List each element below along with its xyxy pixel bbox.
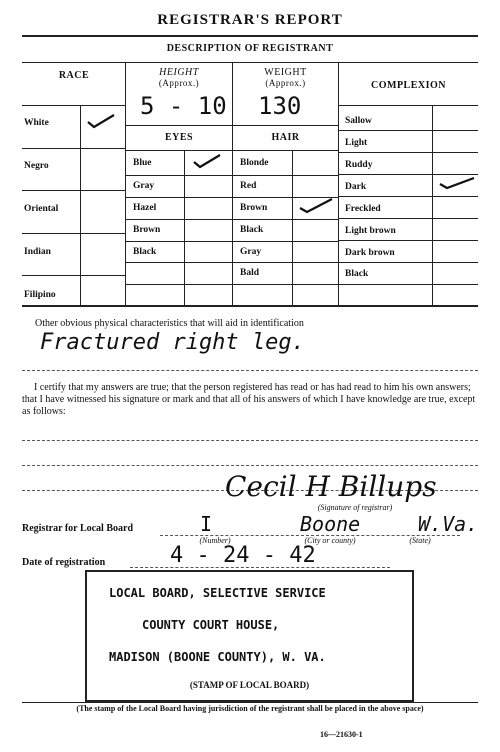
footer-note: (The stamp of the Local Board having jurisdiction of the registrant shall be placed in the above space)	[76, 704, 424, 713]
race-indian: Indian	[24, 247, 51, 257]
certify-statement: I certify that my answers are true; that the person registered has read or has had read to him his own answers; that I have witnessed his signature or mark and that all of his answers of which I have knowledge are true, except as follows:	[22, 382, 476, 417]
height-subheader: (Approx.)	[158, 78, 200, 88]
checkmark-icon	[298, 197, 334, 215]
physical-prompt: Other obvious physical characteristics that will aid in identification	[35, 318, 304, 329]
complexion-ruddy: Ruddy	[345, 160, 373, 170]
registrar-county: Boone	[300, 512, 361, 536]
checkmark-icon	[192, 152, 222, 170]
exception-rule-1	[22, 440, 478, 441]
complexion-black: Black	[345, 269, 369, 279]
physical-rule	[22, 370, 478, 371]
physical-answer: Fractured right leg.	[40, 330, 305, 355]
report-title: REGISTRAR'S REPORT	[157, 12, 343, 28]
footer-rule	[22, 702, 478, 703]
race-filipino: Filipino	[24, 290, 56, 300]
hair-brown: Brown	[240, 203, 268, 213]
weight-subheader: (Approx.)	[265, 78, 306, 88]
complexion-sallow: Sallow	[345, 116, 372, 126]
race-oriental: Oriental	[24, 204, 59, 214]
complexion-light-brown: Light brown	[345, 226, 396, 236]
complexion-header: COMPLEXION	[371, 80, 446, 91]
date-label: Date of registration	[22, 557, 106, 568]
eyes-brown: Brown	[133, 225, 161, 235]
date-rule	[130, 567, 390, 568]
state-caption: (State)	[409, 536, 431, 545]
stamp-line-3: MADISON (BOONE COUNTY), W. VA.	[109, 650, 326, 664]
race-header: RACE	[58, 70, 90, 81]
number-caption: (Number)	[199, 536, 231, 545]
hair-black: Black	[240, 225, 264, 235]
race-negro: Negro	[24, 161, 49, 171]
hair-blonde: Blonde	[240, 158, 269, 168]
race-white: White	[24, 118, 49, 128]
hair-header: HAIR	[271, 132, 300, 143]
weight-header: WEIGHT	[264, 67, 307, 78]
complexion-light: Light	[345, 138, 368, 148]
hair-gray: Gray	[240, 247, 262, 257]
title-rule	[22, 35, 478, 37]
stamp-line-2: COUNTY COURT HOUSE,	[142, 618, 280, 632]
stamp-caption: (STAMP OF LOCAL BOARD)	[189, 680, 310, 690]
eyes-black: Black	[133, 247, 157, 257]
eyes-blue: Blue	[133, 158, 152, 168]
height-value: 5 - 10	[140, 92, 227, 120]
complexion-dark-brown: Dark brown	[345, 248, 395, 258]
registrar-label: Registrar for Local Board	[22, 523, 134, 534]
local-board-stamp	[85, 570, 414, 702]
eyes-hazel: Hazel	[133, 203, 157, 213]
eyes-gray: Gray	[133, 181, 155, 191]
signature-caption: (Signature of registrar)	[317, 503, 393, 512]
registrar-number: I	[200, 512, 213, 536]
complexion-freckled: Freckled	[345, 204, 381, 214]
form-number: 16—21630-1	[320, 730, 363, 739]
county-caption: (City or county)	[304, 536, 356, 545]
eyes-header: EYES	[164, 132, 194, 143]
weight-value: 130	[258, 92, 302, 120]
checkmark-icon	[438, 176, 476, 190]
stamp-line-1: LOCAL BOARD, SELECTIVE SERVICE	[109, 586, 326, 600]
complexion-dark: Dark	[345, 182, 367, 192]
registrar-signature: Cecil H Billups	[225, 470, 437, 503]
exception-rule-2	[22, 465, 478, 466]
registrar-state: W.Va.	[418, 512, 479, 536]
hair-bald: Bald	[240, 268, 260, 278]
checkmark-icon	[86, 112, 116, 130]
registration-date: 4 - 24 - 42	[170, 543, 316, 568]
hair-red: Red	[240, 181, 257, 191]
height-header: HEIGHT	[159, 67, 199, 78]
section-subtitle: DESCRIPTION OF REGISTRANT	[166, 43, 334, 54]
